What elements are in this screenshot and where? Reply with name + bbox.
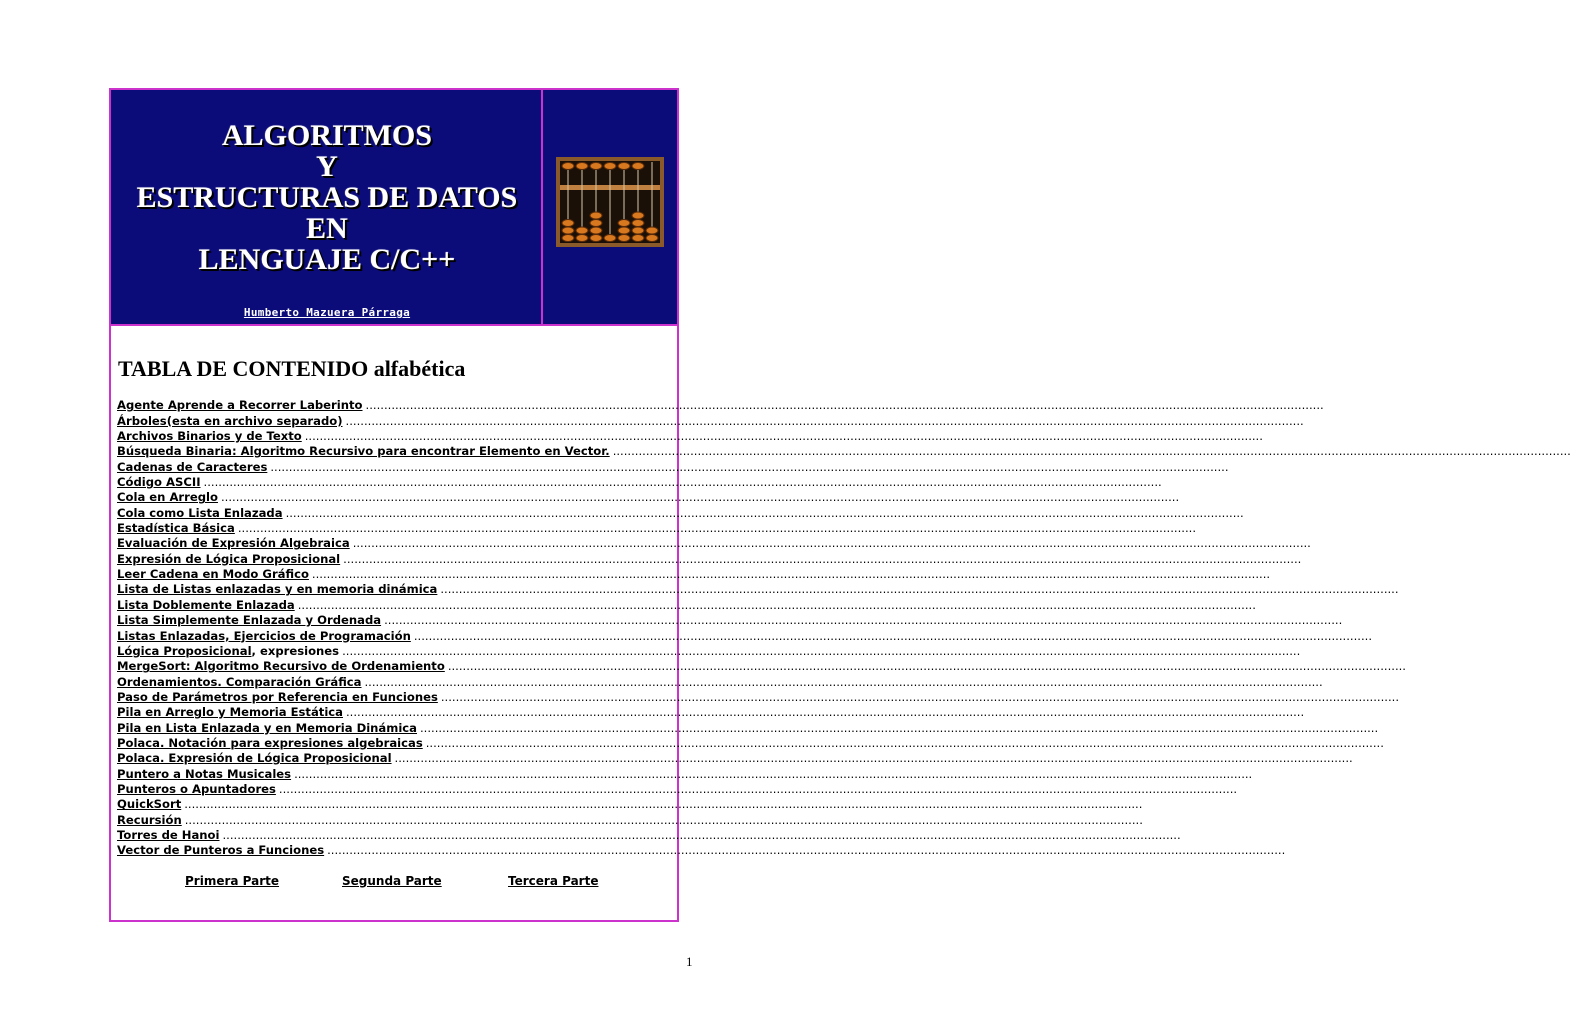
toc-item-link[interactable]: Punteros o Apuntadores <box>117 781 276 796</box>
toc-item[interactable] <box>117 458 1229 474</box>
toc-leader-dots: .................................................................................................................................................................................................................................................................... <box>364 674 1323 689</box>
toc-item-link[interactable]: Lista Doblemente Enlazada <box>117 597 295 612</box>
abacus-icon <box>556 157 664 247</box>
toc-leader-dots: .................................................................................................................................................................................................................................................................... <box>270 459 1229 474</box>
title-line: ESTRUCTURAS DE DATOS <box>136 181 518 214</box>
toc-item[interactable] <box>117 811 1143 827</box>
toc-leader-dots: .................................................................................................................................................................................................................................................................... <box>343 551 1302 566</box>
author-link[interactable]: Humberto Mazuera Párraga <box>243 306 411 319</box>
toc-item-link[interactable]: Archivos Binarios y de Texto <box>117 429 302 444</box>
title-line: Y <box>316 150 338 183</box>
toc-item-suffix: , expresiones <box>251 643 340 658</box>
toc-item[interactable] <box>117 719 1379 735</box>
toc-leader-dots: .................................................................................................................................................................................................................................................................... <box>184 812 1143 827</box>
toc-item-link[interactable]: MergeSort: Algoritmo Recursivo de Ordenamiento <box>117 659 445 674</box>
toc-leader-dots: .................................................................................................................................................................................................................................................................... <box>327 843 1286 858</box>
toc-item-link[interactable]: Listas Enlazadas, Ejercicios de Programación <box>117 628 411 643</box>
toc-item[interactable] <box>117 627 1373 643</box>
toc-leader-dots: .................................................................................................................................................................................................................................................................... <box>222 827 1181 842</box>
toc-item-link[interactable]: Pila en Lista Enlazada y en Memoria Dinámica <box>117 720 417 735</box>
toc-item[interactable] <box>117 474 1162 490</box>
toc-item-link[interactable]: QuickSort <box>117 797 182 812</box>
toc-leader-dots: .................................................................................................................................................................................................................................................................... <box>294 766 1253 781</box>
toc-item[interactable] <box>117 658 1406 674</box>
toc-leader-dots: .................................................................................................................................................................................................................................................................... <box>311 567 1271 582</box>
toc-leader-dots: .................................................................................................................................................................................................................................................................... <box>297 597 1256 612</box>
toc-item[interactable] <box>117 643 1301 658</box>
toc-item-link[interactable]: Polaca. Notación para expresiones algebraicas <box>117 735 423 750</box>
toc-leader-dots: .................................................................................................................................................................................................................................................................... <box>440 582 1399 597</box>
toc-leader-dots: .................................................................................................................................................................................................................................................................... <box>278 781 1238 796</box>
document-frame <box>109 88 1571 922</box>
part-3-link[interactable]: Tercera Parte <box>508 874 599 888</box>
toc-item-link[interactable]: Evaluación de Expresión Algebraica <box>117 536 350 551</box>
toc-item-link[interactable]: Ordenamientos. Comparación Gráfica <box>117 674 362 689</box>
toc-item-link[interactable]: Recursión <box>117 812 182 827</box>
toc-item-link[interactable]: Lógica Proposicional <box>117 643 252 658</box>
toc-item-link[interactable]: Leer Cadena en Modo Gráfico <box>117 567 309 582</box>
toc-item-link[interactable]: Búsqueda Binaria: Algoritmo Recursivo para encontrar Elemento en Vector. <box>117 444 610 459</box>
toc-leader-dots: .................................................................................................................................................................................................................................................................... <box>220 490 1180 505</box>
part-2-link[interactable]: Segunda Parte <box>342 874 442 888</box>
toc-list <box>117 397 1571 858</box>
toc-item[interactable] <box>117 704 1305 720</box>
toc-item[interactable] <box>117 535 1311 551</box>
title-panel <box>111 90 543 324</box>
toc-leader-dots: .................................................................................................................................................................................................................................................................... <box>345 413 1304 428</box>
toc-item-link[interactable]: Expresión de Lógica Proposicional <box>117 551 341 566</box>
toc-leader-dots: .................................................................................................................................................................................................................................................................... <box>440 689 1400 704</box>
toc-item-link[interactable]: Árboles(esta en archivo separado) <box>117 413 343 428</box>
toc-leader-dots: .................................................................................................................................................................................................................................................................... <box>352 536 1311 551</box>
toc-leader-dots: .................................................................................................................................................................................................................................................................... <box>285 505 1244 520</box>
toc-leader-dots: .................................................................................................................................................................................................................................................................... <box>237 521 1197 536</box>
toc-leader-dots: .................................................................................................................................................................................................................................................................... <box>365 398 1324 413</box>
toc-item[interactable] <box>117 443 1571 459</box>
toc-item-link[interactable]: Paso de Parámetros por Referencia en Funciones <box>117 689 438 704</box>
toc-item[interactable] <box>117 489 1180 505</box>
toc-leader-dots: .................................................................................................................................................................................................................................................................... <box>184 797 1143 812</box>
toc-item-link[interactable]: Polaca. Expresión de Lógica Proposicional <box>117 751 392 766</box>
toc-item-link[interactable]: Lista de Listas enlazadas y en memoria dinámica <box>117 582 438 597</box>
author-name <box>111 306 543 319</box>
toc-leader-dots: .................................................................................................................................................................................................................................................................... <box>342 643 1301 658</box>
toc-item[interactable] <box>117 428 1263 444</box>
toc-item-link[interactable]: Puntero a Notas Musicales <box>117 766 292 781</box>
toc-leader-dots: .................................................................................................................................................................................................................................................................... <box>612 444 1571 459</box>
toc-item[interactable] <box>117 612 1343 628</box>
toc-leader-dots: .................................................................................................................................................................................................................................................................... <box>304 429 1263 444</box>
toc-item[interactable] <box>117 550 1302 566</box>
toc-item[interactable] <box>117 504 1244 520</box>
toc-item[interactable] <box>117 673 1323 689</box>
toc-item[interactable] <box>117 735 1384 750</box>
toc-item-link[interactable]: Pila en Arreglo y Memoria Estática <box>117 705 343 720</box>
toc-item[interactable] <box>117 765 1253 781</box>
toc-item-link[interactable]: Agente Aprende a Recorrer Laberinto <box>117 398 363 413</box>
toc-heading: TABLA DE CONTENIDO alfabética <box>118 356 466 381</box>
toc-leader-dots: .................................................................................................................................................................................................................................................................... <box>346 705 1305 720</box>
part-1-link[interactable]: Primera Parte <box>185 874 280 888</box>
toc-leader-dots: .................................................................................................................................................................................................................................................................... <box>394 751 1353 766</box>
toc-item[interactable] <box>117 827 1181 842</box>
toc-item[interactable] <box>117 397 1324 413</box>
toc-leader-dots: .................................................................................................................................................................................................................................................................... <box>420 720 1379 735</box>
toc-leader-dots: .................................................................................................................................................................................................................................................................... <box>384 613 1343 628</box>
toc-leader-dots: .................................................................................................................................................................................................................................................................... <box>413 628 1373 643</box>
toc-item[interactable] <box>117 842 1286 858</box>
toc-item-link[interactable]: Torres de Hanoi <box>117 827 220 842</box>
title-line: LENGUAJE C/C++ <box>198 243 456 276</box>
toc-leader-dots: .................................................................................................................................................................................................................................................................... <box>425 735 1384 750</box>
toc-item[interactable] <box>117 689 1400 704</box>
toc-item-link[interactable]: Lista Simplemente Enlazada y Ordenada <box>117 613 382 628</box>
toc-leader-dots: .................................................................................................................................................................................................................................................................... <box>203 475 1162 490</box>
toc-item-link[interactable]: Cadenas de Caracteres <box>117 459 268 474</box>
title-line: ALGORITMOS <box>221 119 433 152</box>
book-title <box>111 120 543 275</box>
toc-item[interactable] <box>117 520 1197 536</box>
toc-leader-dots: .................................................................................................................................................................................................................................................................... <box>447 659 1406 674</box>
toc-item[interactable] <box>117 581 1399 597</box>
toc-item-link[interactable]: Cola como Lista Enlazada <box>117 505 283 520</box>
toc-item-link[interactable]: Estadística Básica <box>117 521 235 536</box>
image-panel <box>543 90 677 324</box>
title-line: EN <box>306 212 348 245</box>
toc-item[interactable] <box>117 566 1271 582</box>
toc-item-link[interactable]: Código ASCII <box>117 475 201 490</box>
toc-item[interactable] <box>117 781 1238 796</box>
page-number: 1 <box>686 954 693 969</box>
toc-item[interactable] <box>117 596 1256 612</box>
toc-item-link[interactable]: Cola en Arreglo <box>117 490 218 505</box>
toc-item[interactable] <box>117 750 1353 766</box>
toc-item[interactable] <box>117 796 1143 812</box>
toc-item-link[interactable]: Vector de Punteros a Funciones <box>117 843 325 858</box>
title-banner <box>111 90 677 326</box>
toc-item[interactable] <box>117 412 1304 428</box>
